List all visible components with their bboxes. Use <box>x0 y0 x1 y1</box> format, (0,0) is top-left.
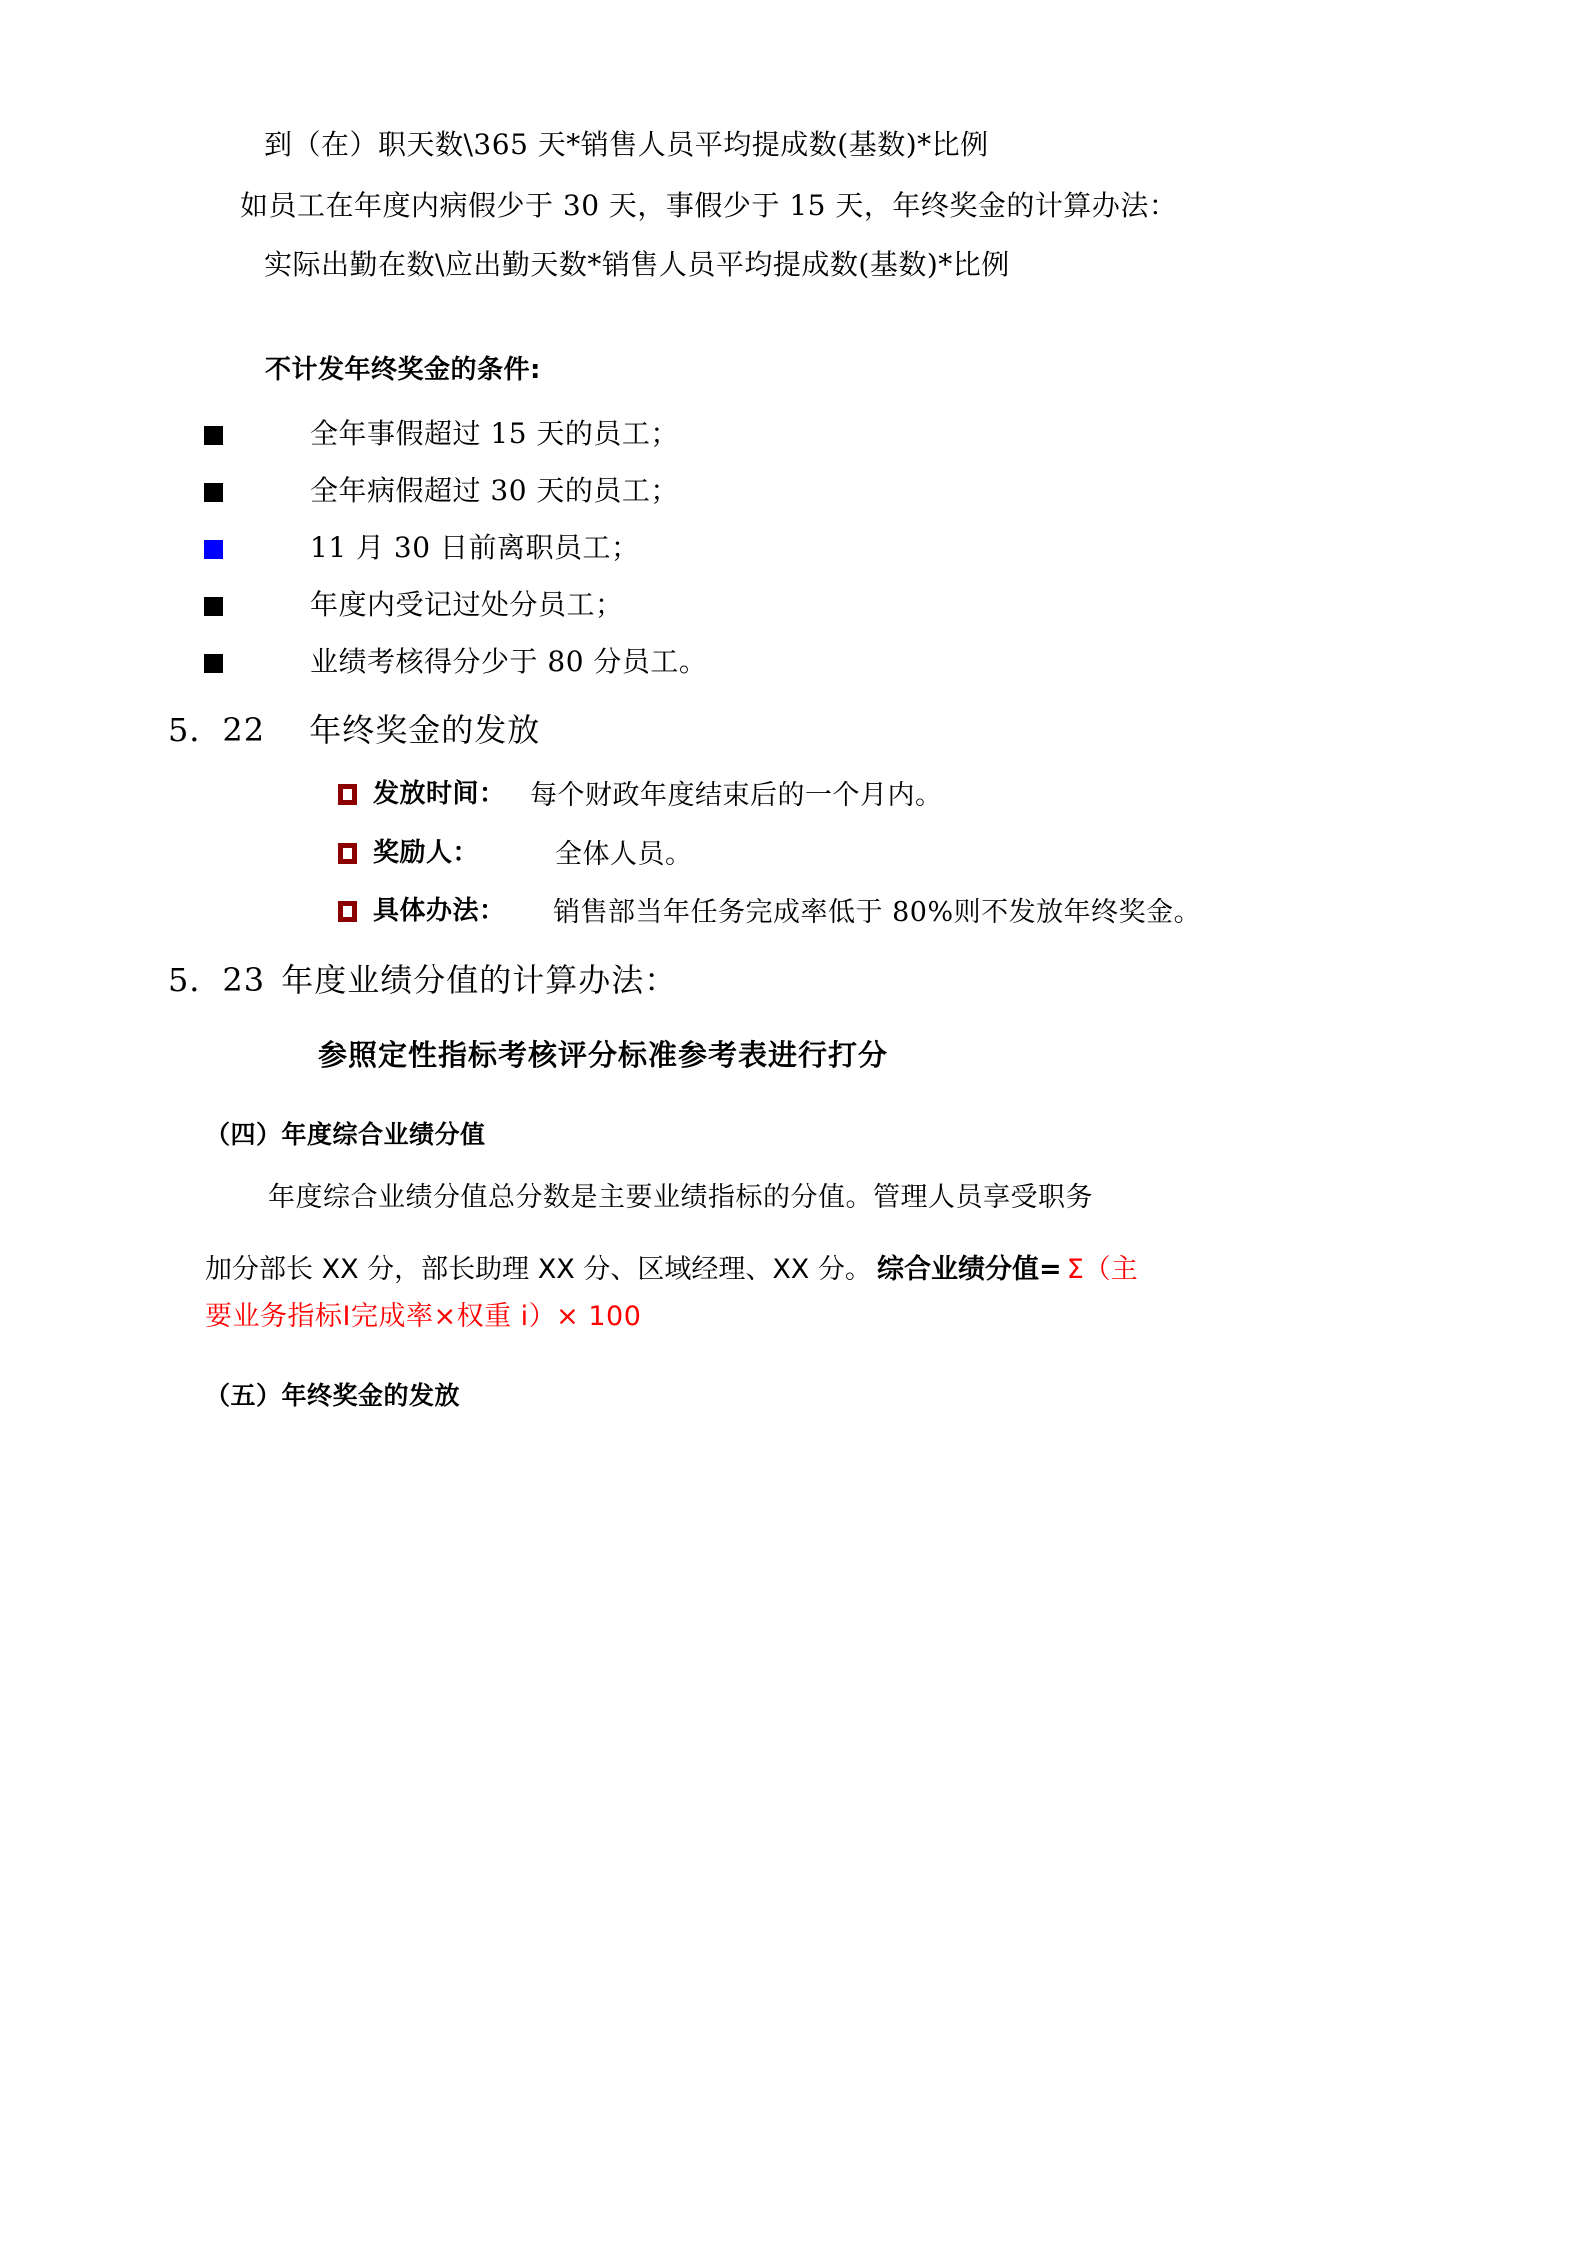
black-square-bullet-icon <box>204 654 223 673</box>
list-item-label: 11 月 30 日前离职员工； <box>310 531 640 564</box>
exclusion-heading: 不计发年终奖金的条件: <box>265 355 541 385</box>
paragraph-segment-red: Σ（主 <box>1066 1254 1138 1285</box>
list-item-value: 销售部当年任务完成率低于 80%则不发放年终奖金。 <box>553 897 1202 928</box>
paragraph-segment-plain: 加分部长 XX 分，部长助理 XX 分、区域经理、XX 分。 <box>205 1254 872 1285</box>
black-square-bullet-icon <box>204 483 223 502</box>
subsection-heading-four: （四）年度综合业绩分值 <box>205 1120 486 1149</box>
section-heading-5-23 <box>168 955 677 1001</box>
section-number-5-22: 5．22 <box>168 711 266 749</box>
list-item-label: 全年事假超过 15 天的员工； <box>310 417 679 450</box>
section-subheading-5-23: 参照定性指标考核评分标准参考表进行打分 <box>318 1038 889 1072</box>
list-item-label: 年度内受记过处分员工； <box>310 588 624 621</box>
paragraph-line-2 <box>205 1247 1138 1286</box>
list-item-label: 发放时间： <box>373 779 506 809</box>
section-number-5-23: 5．23 <box>168 961 266 999</box>
black-square-bullet-icon <box>204 426 223 445</box>
red-hollow-square-bullet-icon <box>338 843 357 864</box>
formula-line-1: 到（在）职天数\365 天*销售人员平均提成数(基数)*比例 <box>264 128 989 161</box>
red-hollow-square-bullet-icon <box>338 784 357 805</box>
formula-line-2: 如员工在年度内病假少于 30 天，事假少于 15 天，年终奖金的计算办法： <box>240 189 1178 222</box>
formula-line-3: 实际出勤在数\应出勤天数*销售人员平均提成数(基数)*比例 <box>264 248 1010 281</box>
blue-square-bullet-icon <box>204 540 223 559</box>
red-hollow-square-bullet-icon <box>338 901 357 922</box>
list-item-label: 奖励人： <box>373 838 480 868</box>
paragraph-segment-bold: 综合业绩分值= <box>877 1254 1062 1285</box>
list-item-value: 全体人员。 <box>555 839 693 870</box>
list-item-label: 全年病假超过 30 天的员工； <box>310 474 679 507</box>
list-item-label: 具体办法： <box>373 896 506 926</box>
list-item-value: 每个财政年度结束后的一个月内。 <box>530 780 943 811</box>
formula-red-line: 要业务指标Ⅰ完成率×权重 i）× 100 <box>205 1301 642 1332</box>
list-item-label: 业绩考核得分少于 80 分员工。 <box>310 645 708 678</box>
black-square-bullet-icon <box>204 597 223 616</box>
section-title-5-23: 年度业绩分值的计算办法： <box>281 961 678 999</box>
section-heading-5-22 <box>168 705 540 751</box>
paragraph-line-1: 年度综合业绩分值总分数是主要业绩指标的分值。管理人员享受职务 <box>268 1182 1093 1213</box>
section-title-5-22: 年终奖金的发放 <box>309 711 541 749</box>
subsection-heading-five: （五）年终奖金的发放 <box>205 1381 461 1410</box>
